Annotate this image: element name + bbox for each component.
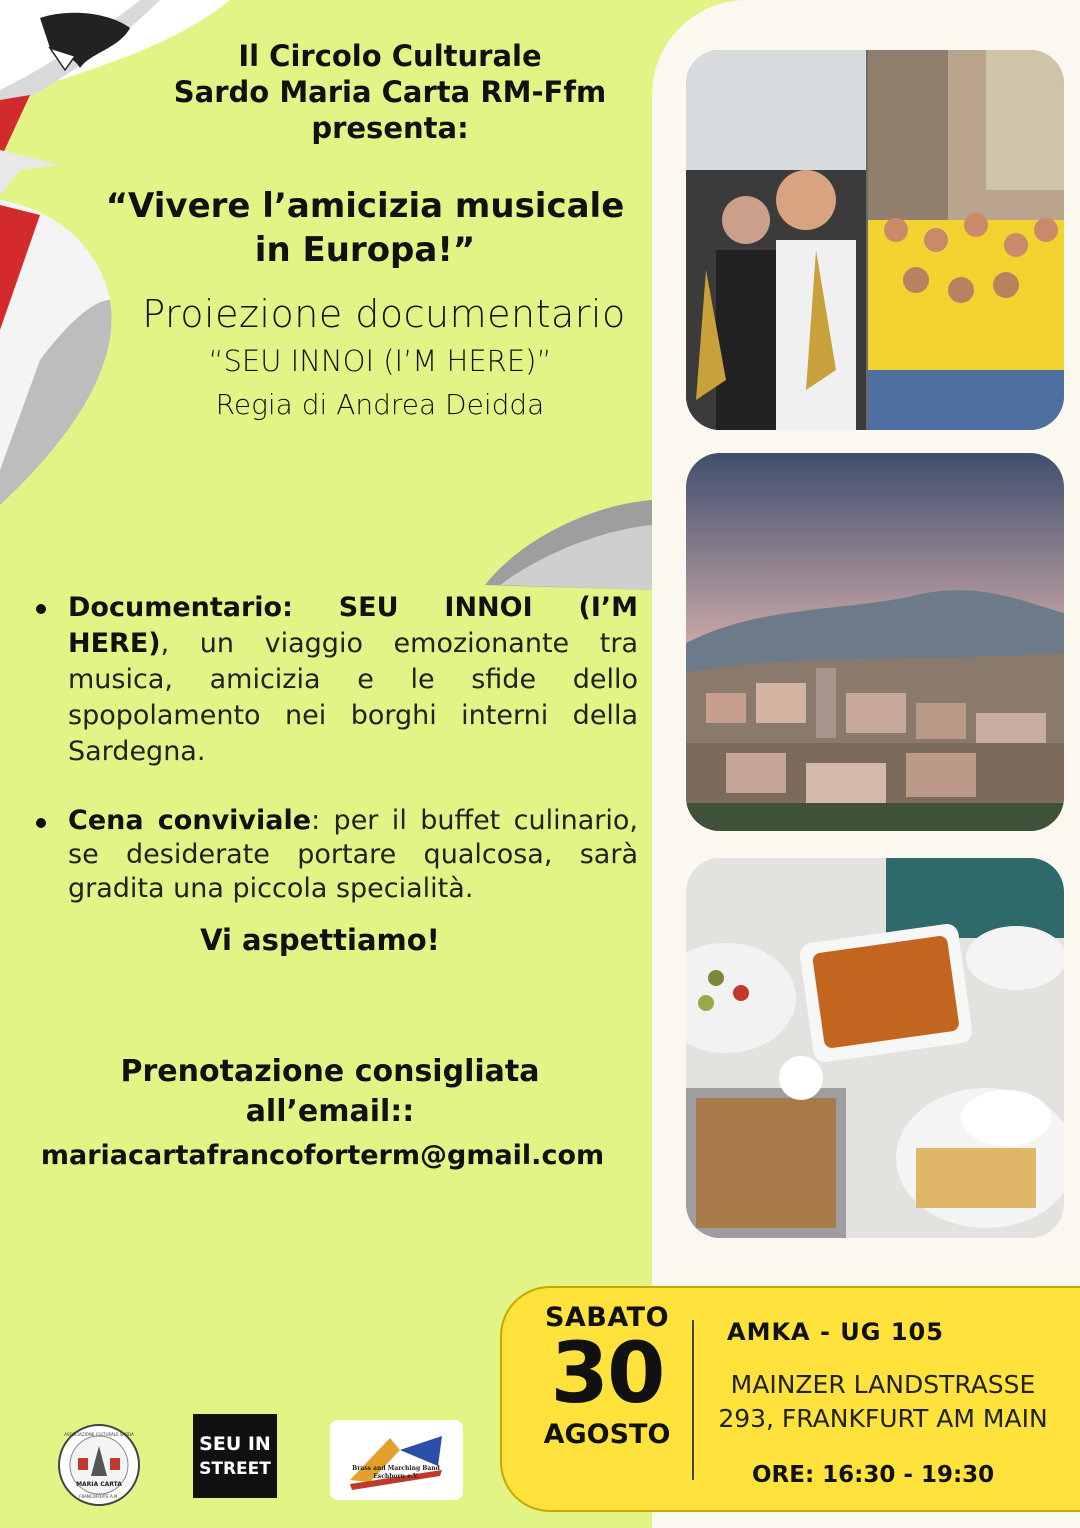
event-title xyxy=(80,184,650,272)
booking-heading xyxy=(80,1052,580,1132)
food-photo xyxy=(686,858,1064,1238)
band-photo xyxy=(686,50,1064,430)
event-date-box xyxy=(500,1286,1080,1512)
village-photo xyxy=(686,453,1064,831)
maria-carta-association-logo xyxy=(58,1424,140,1506)
logo2-line-2: STREET xyxy=(199,1459,271,1479)
bullet-text: , un viaggio emozionante tra musica, amicizia e le sfide dello spopolamento nei borghi interni della Sardegna. xyxy=(68,628,638,767)
logo3-line-1: Brass and Marching Band xyxy=(352,1465,440,1472)
venue-address xyxy=(708,1368,1058,1436)
booking-line-2: all’email:: xyxy=(245,1094,415,1129)
director-credit: Regia di Andrea Deidda xyxy=(215,388,545,421)
bullet-bold: Cena conviviale xyxy=(68,805,312,836)
weekday-label: SABATO xyxy=(544,1302,670,1333)
booking-line-1: Prenotazione consigliata xyxy=(120,1054,540,1089)
org-line-2: Sardo Maria Carta RM-Ffm xyxy=(173,75,607,109)
date-column xyxy=(522,1302,692,1450)
bullet-bold: Documentario: SEU INNOI (I’M HERE) xyxy=(68,592,638,659)
title-line-1: “Vivere l’amicizia musicale xyxy=(105,186,625,226)
logo1-top-label: ASSOCIAZIONE CULTURALE SARDA xyxy=(64,1432,134,1437)
projection-heading: Proiezione documentario xyxy=(142,292,626,336)
day-number: 30 xyxy=(550,1324,664,1422)
event-hours: ORE: 16:30 - 19:30 xyxy=(752,1462,995,1488)
org-line-1: Il Circolo Culturale xyxy=(238,39,542,73)
bullet-text: : per il buffet culinario, se desiderate portare qualcosa, sarà gradita una piccola specialità. xyxy=(68,805,638,904)
address-line-1: MAINZER LANDSTRASSE xyxy=(730,1370,1036,1399)
documentary-title: “SEU INNOI (I’M HERE)” xyxy=(208,344,552,378)
org-line-3: presenta: xyxy=(311,111,469,145)
month-label: AGOSTO xyxy=(543,1419,671,1450)
address-line-2: 293, FRANKFURT AM MAIN xyxy=(718,1404,1048,1433)
date-divider xyxy=(692,1320,694,1480)
list-item-dinner xyxy=(32,804,638,906)
event-details-list xyxy=(32,590,638,906)
logo2-line-1: SEU IN xyxy=(199,1433,271,1455)
title-line-2: in Europa!” xyxy=(254,230,476,270)
seu-in-street-logo xyxy=(193,1414,277,1498)
booking-email[interactable]: mariacartafrancoforterm@gmail.com xyxy=(40,1140,605,1171)
list-item-documentary xyxy=(32,590,638,770)
venue-name: AMKA - UG 105 xyxy=(727,1318,944,1346)
closing-text: Vi aspettiamo! xyxy=(200,923,440,957)
organizer-heading xyxy=(150,38,630,146)
logo3-line-2: Eschborn e.V. xyxy=(373,1473,419,1480)
logo1-label: MARIA CARTA xyxy=(76,1481,122,1488)
brass-band-eschborn-logo xyxy=(330,1420,463,1500)
logo1-bottom-label: FRANCOFORTE A.M. xyxy=(79,1494,119,1499)
